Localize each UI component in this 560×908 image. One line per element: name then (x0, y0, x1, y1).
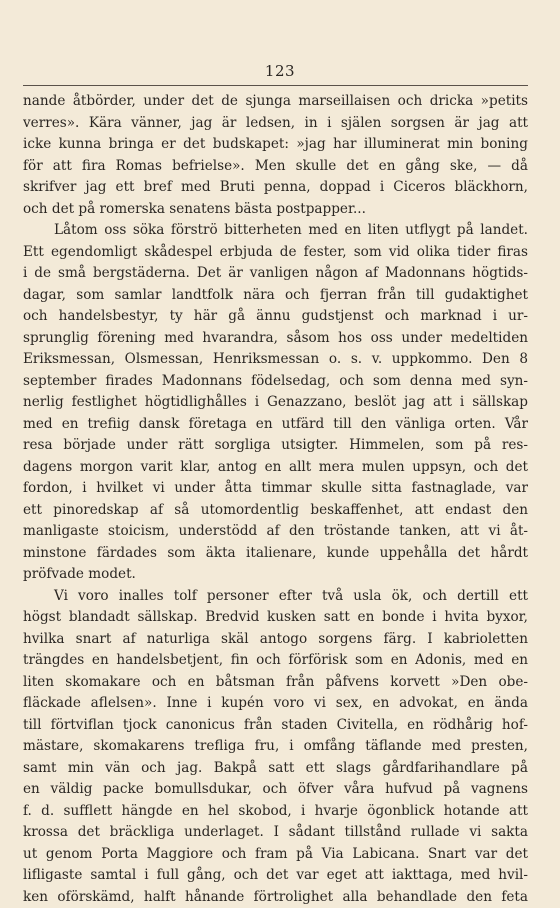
text-line: minstone färdades som äkta italienare, kunde uppehålla det hårdt (23, 543, 528, 565)
text-line: resa började under rätt sorgliga utsigter. Himmelen, som på res- (23, 435, 528, 457)
text-line: skrifver jag ett bref med Bruti penna, doppad i Ciceros bläckhorn, (23, 177, 528, 199)
header-rule (23, 85, 528, 86)
text-line: krossa det bräckliga underlaget. I sådant tillstånd rullade vi sakta (23, 822, 528, 844)
text-line: dagens morgon varit klar, antog en allt mera mulen uppsyn, och det (23, 457, 528, 479)
text-line: en väldig packe bomullsdukar, och öfver våra hufvud på vagnens (23, 779, 528, 801)
text-line: Ett egendomligt skådespel erbjuda de fester, som vid olika tider firas (23, 242, 528, 264)
text-line: verres». Kära vänner, jag är ledsen, in i själen sorgsen är jag att (23, 113, 528, 135)
text-line: icke kunna bringa er det budskapet: »jag har illuminerat min boning (23, 134, 528, 156)
text-line: dagar, som samlar landtfolk nära och fjerran från till gudaktighet (23, 285, 528, 307)
text-line: i de små bergstäderna. Det är vanligen någon af Madonnans högtids- (23, 263, 528, 285)
text-line: för att fira Romas befrielse». Men skulle det en gång ske, — då (23, 156, 528, 178)
text-line: nande åtbörder, under det de sjunga marseillaisen och dricka »petits (23, 91, 528, 113)
text-line: sprunglig förening med hvarandra, såsom hos oss under medeltiden (23, 328, 528, 350)
text-line: mästare, skomakarens trefliga fru, i omfång täflande med presten, (23, 736, 528, 758)
text-line: högst blandadt sällskap. Bredvid kusken satt en bonde i hvita byxor, (23, 607, 528, 629)
text-line: Låtom oss söka förströ bitterheten med en liten utflygt på landet. (23, 220, 528, 242)
text-line: f. d. sufflett hängde en hel skobod, i hvarje ögonblick hotande att (23, 801, 528, 823)
text-line: med en trefiig dansk företaga en utfärd till den vänliga orten. Vår (23, 414, 528, 436)
text-line: fordon, i hvilket vi under åtta timmar skulle sitta fastnaglade, var (23, 478, 528, 500)
page-number: 123 (0, 62, 560, 80)
text-line: lifligaste samtal i full gång, och det var eget att iakttaga, med hvil- (23, 865, 528, 887)
text-line: samt min vän och jag. Bakpå satt ett slags gårdfarihandlare på (23, 758, 528, 780)
text-line: Eriksmessan, Olsmessan, Henriksmessan o. s. v. uppkommo. Den 8 (23, 349, 528, 371)
text-line: Vi voro inalles tolf personer efter två usla ök, och dertill ett (23, 586, 528, 608)
text-line: ken oförskämd, halft hånande förtrolighet alla behandlade den feta (23, 887, 528, 908)
text-line: och handelsbestyr, ty här gå ännu gudstjenst och marknad i ur- (23, 306, 528, 328)
text-line: och det på romerska senatens bästa postpapper... (23, 199, 528, 221)
text-line: hvilka snart af naturliga skäl antogo sorgens färg. I kabrioletten (23, 629, 528, 651)
text-line: ett pinoredskap af så utomordentlig beskaffenhet, att endast den (23, 500, 528, 522)
text-line: till förtviflan tjock canonicus från staden Civitella, en rödhårig hof- (23, 715, 528, 737)
text-line: manligaste stoicism, understödd af den tröstande tanken, att vi åt- (23, 521, 528, 543)
text-line: liten skomakare och en båtsman från påfvens korvett »Den obe- (23, 672, 528, 694)
text-line: nerlig festlighet högtidlighålles i Genazzano, beslöt jag att i sällskap (23, 392, 528, 414)
text-line: trängdes en handelsbetjent, fin och förförisk som en Adonis, med en (23, 650, 528, 672)
text-line: september firades Madonnans födelsedag, och som denna med syn- (23, 371, 528, 393)
text-line: fläckade aflelsen». Inne i kupén voro vi sex, en advokat, en ända (23, 693, 528, 715)
text-line: ut genom Porta Maggiore och fram på Via Labicana. Snart var det (23, 844, 528, 866)
text-line: pröfvade modet. (23, 564, 528, 586)
body-text (23, 91, 528, 908)
